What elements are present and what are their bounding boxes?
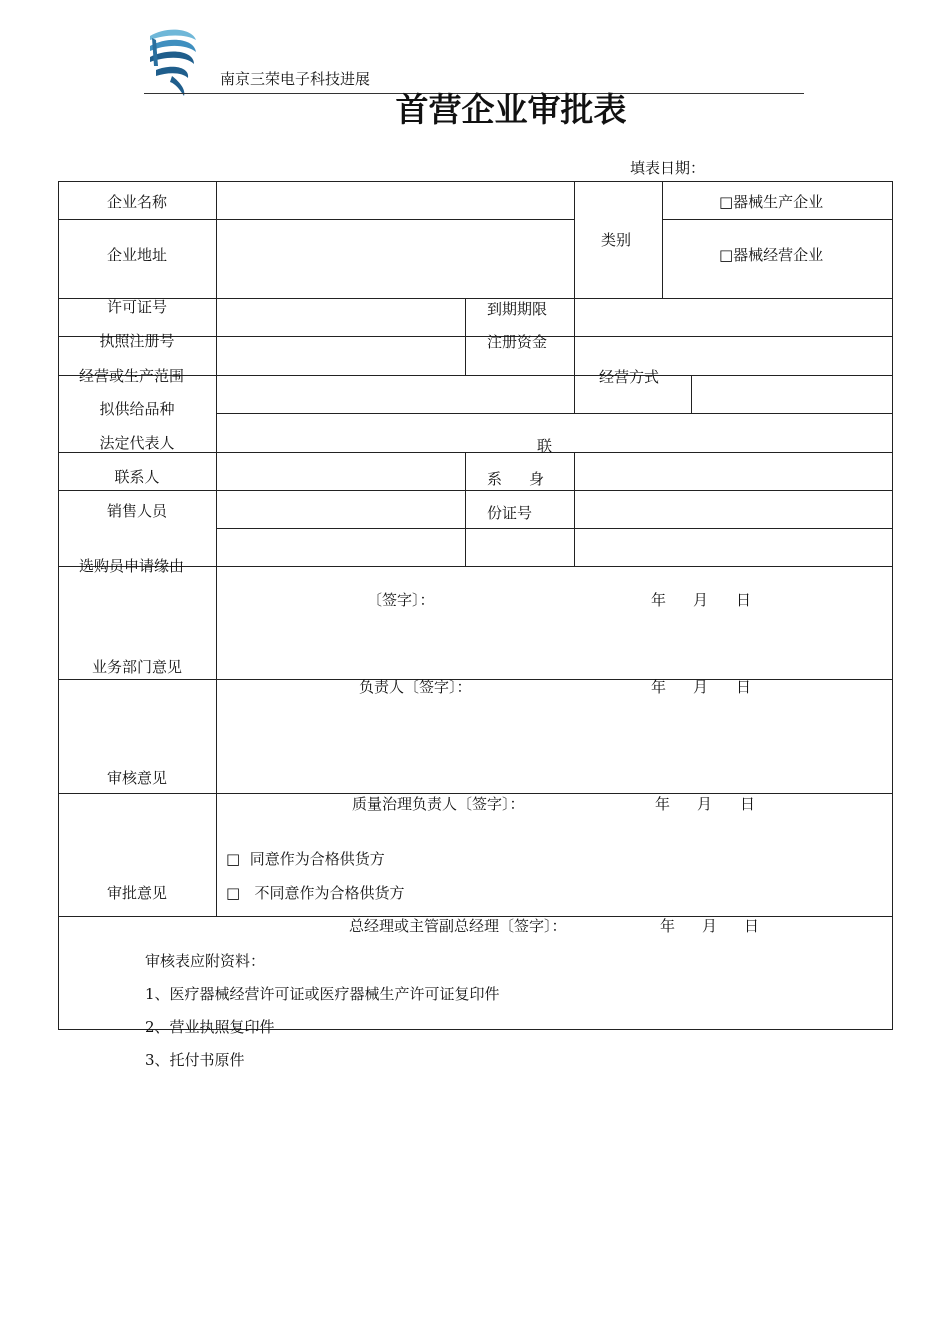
table-rule <box>691 375 692 414</box>
fill-date-label: 填表日期： <box>630 159 706 177</box>
month-label: 月 <box>697 795 713 813</box>
table-rule <box>574 452 575 567</box>
business-reg-label: 执照注册号 <box>99 332 175 350</box>
day-label: 日 <box>740 795 756 813</box>
table-rule <box>58 679 893 680</box>
day-label: 日 <box>744 917 760 935</box>
sign-label-1: 〔签字〕： <box>367 591 435 609</box>
table-rule <box>662 219 893 220</box>
page-title: 首营企业审批表 <box>395 90 627 129</box>
mode-label: 经营方式 <box>599 368 660 386</box>
sign-label-2: 负责人〔签字〕： <box>359 678 472 696</box>
category-option-manufacturer[interactable]: □器械生产企业 <box>719 193 824 211</box>
table-rule <box>892 181 893 1030</box>
company-name: 南京三荣电子科技进展 <box>220 70 371 88</box>
products-label: 拟供给品种 <box>99 400 175 418</box>
sign-label-3: 质量治理负责人〔签字〕： <box>352 795 525 813</box>
capital-label: 注册资金 <box>487 333 548 351</box>
company-address-label: 企业地址 <box>106 246 167 264</box>
table-rule <box>662 181 663 299</box>
disagree-checkbox[interactable]: □ 不同意作为合格供货方 <box>226 884 405 902</box>
table-rule <box>465 298 466 376</box>
table-rule <box>58 490 893 491</box>
agree-checkbox[interactable]: □ 同意作为合格供货方 <box>226 850 385 868</box>
year-label: 年 <box>651 678 667 696</box>
day-label: 日 <box>736 678 752 696</box>
table-rule <box>216 528 893 529</box>
attachment-item: 2、营业执照复印件 <box>145 1018 275 1036</box>
scope-label: 经营或生产范围 <box>79 367 185 385</box>
sales-label: 销售人员 <box>106 502 167 520</box>
table-rule <box>216 181 217 917</box>
legal-rep-label: 法定代表人 <box>99 434 175 452</box>
sign-label-4: 总经理或主管副总经理〔签字〕： <box>349 917 567 935</box>
table-rule <box>58 181 893 182</box>
license-no-label: 许可证号 <box>106 298 167 316</box>
contact-label: 联系人 <box>114 468 160 486</box>
month-label: 月 <box>702 917 718 935</box>
shen-label: 身 <box>529 470 545 488</box>
table-rule <box>58 793 893 794</box>
review-label: 审核意见 <box>106 769 167 787</box>
approval-label: 审批意见 <box>106 884 167 902</box>
day-label: 日 <box>736 591 752 609</box>
id-label: 份证号 <box>487 504 533 522</box>
category-label: 类别 <box>601 231 632 249</box>
company-name-label: 企业名称 <box>106 193 167 211</box>
table-rule <box>58 219 574 220</box>
expiry-label: 到期期限 <box>487 300 548 318</box>
attachment-item: 3、托付书原件 <box>145 1051 245 1069</box>
attachments-heading: 审核表应附资料： <box>145 952 266 970</box>
xi-label: 系 <box>487 470 503 488</box>
table-rule <box>465 452 466 567</box>
month-label: 月 <box>693 678 709 696</box>
lian-label: 联 <box>537 437 553 455</box>
reason-label: 选购员申请缘由 <box>79 557 185 575</box>
table-rule <box>574 181 575 414</box>
attachment-item: 1、医疗器械经营许可证或医疗器械生产许可证复印件 <box>145 985 500 1003</box>
year-label: 年 <box>660 917 676 935</box>
year-label: 年 <box>651 591 667 609</box>
category-option-distributor[interactable]: □器械经营企业 <box>719 246 824 264</box>
table-rule <box>216 413 893 414</box>
table-rule <box>58 452 893 453</box>
month-label: 月 <box>693 591 709 609</box>
year-label: 年 <box>655 795 671 813</box>
dept-opinion-label: 业务部门意见 <box>91 658 182 676</box>
